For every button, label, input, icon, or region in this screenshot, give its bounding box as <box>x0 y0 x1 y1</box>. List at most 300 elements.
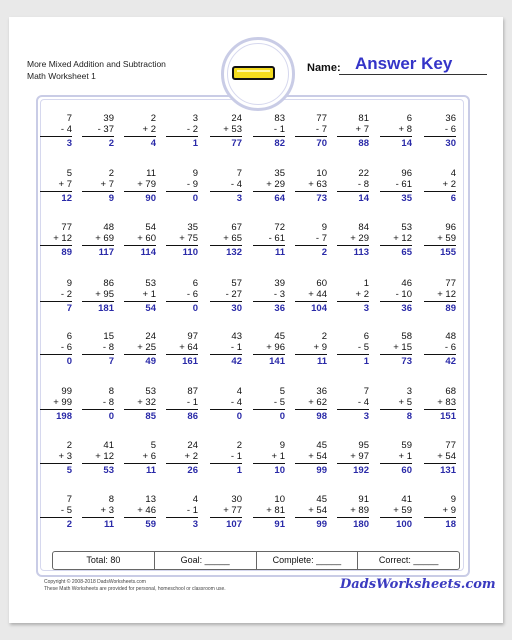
first-operand: 3 <box>192 113 198 124</box>
first-operand: 9 <box>192 168 198 179</box>
problem-rule <box>166 463 198 464</box>
problem-rule <box>166 191 198 192</box>
first-operand: 53 <box>145 278 156 289</box>
problem-rule <box>210 409 242 410</box>
problem-rule <box>380 136 412 137</box>
problem-rule <box>253 245 285 246</box>
problem-r2-c1 <box>40 168 72 204</box>
problem-rule <box>124 301 156 302</box>
first-operand: 86 <box>103 278 114 289</box>
problem-r5-c9 <box>380 331 412 367</box>
second-operand: - 2 <box>186 124 198 135</box>
second-operand: - 4 <box>60 124 72 135</box>
first-operand: 10 <box>316 168 327 179</box>
first-operand: 60 <box>316 278 327 289</box>
answer-value: 82 <box>274 138 285 149</box>
problem-rule <box>337 354 369 355</box>
first-operand: 24 <box>187 440 198 451</box>
first-operand: 5 <box>279 386 285 397</box>
problem-r5-c1 <box>40 331 72 367</box>
first-operand: 7 <box>66 494 72 505</box>
answer-value: 0 <box>236 411 242 422</box>
answer-value: 110 <box>182 247 198 258</box>
name-label: Name: <box>307 62 341 74</box>
second-operand: + 64 <box>179 342 198 353</box>
answer-value: 14 <box>401 138 412 149</box>
problem-rule <box>210 301 242 302</box>
first-operand: 9 <box>321 222 327 233</box>
problem-rule <box>210 354 242 355</box>
answer-value: 11 <box>316 356 327 367</box>
problem-r6-c2 <box>82 386 114 422</box>
second-operand: - 61 <box>395 179 412 190</box>
first-operand: 4 <box>192 494 198 505</box>
problem-r8-c2 <box>82 494 114 530</box>
problem-r1-c9 <box>380 113 412 149</box>
problem-rule <box>124 517 156 518</box>
problem-r1-c7 <box>295 113 327 149</box>
problem-rule <box>210 517 242 518</box>
problem-r1-c10 <box>424 113 456 149</box>
first-operand: 41 <box>401 494 412 505</box>
first-operand: 77 <box>61 222 72 233</box>
problem-rule <box>337 517 369 518</box>
second-operand: + 29 <box>350 233 369 244</box>
problem-rule <box>424 517 456 518</box>
problem-r3-c2 <box>82 222 114 258</box>
first-operand: 4 <box>450 168 456 179</box>
answer-value: 3 <box>236 193 242 204</box>
first-operand: 35 <box>187 222 198 233</box>
answer-value: 180 <box>353 519 369 530</box>
first-operand: 45 <box>274 331 285 342</box>
problem-r3-c5 <box>210 222 242 258</box>
second-operand: + 83 <box>437 397 456 408</box>
answer-value: 35 <box>401 193 412 204</box>
answer-value: 89 <box>61 247 72 258</box>
second-operand: + 97 <box>350 451 369 462</box>
first-operand: 15 <box>103 331 114 342</box>
answer-value: 131 <box>440 465 456 476</box>
first-operand: 46 <box>401 278 412 289</box>
answer-value: 3 <box>363 411 369 422</box>
problem-rule <box>124 245 156 246</box>
problem-r8-c9 <box>380 494 412 530</box>
problem-rule <box>166 409 198 410</box>
problem-r4-c8 <box>337 278 369 314</box>
first-operand: 3 <box>406 386 412 397</box>
answer-value: 0 <box>108 411 114 422</box>
problem-rule <box>253 301 285 302</box>
problem-r2-c5 <box>210 168 242 204</box>
answer-value: 88 <box>358 138 369 149</box>
problem-r8-c3 <box>124 494 156 530</box>
problem-r5-c5 <box>210 331 242 367</box>
answer-value: 42 <box>231 356 242 367</box>
first-operand: 24 <box>231 113 242 124</box>
answer-value: 59 <box>145 519 156 530</box>
answer-value: 107 <box>226 519 242 530</box>
problem-r3-c10 <box>424 222 456 258</box>
second-operand: + 9 <box>313 342 327 353</box>
copyright <box>44 579 226 593</box>
answer-value: 132 <box>226 247 242 258</box>
first-operand: 72 <box>274 222 285 233</box>
problem-r1-c8 <box>337 113 369 149</box>
problem-rule <box>424 301 456 302</box>
problem-r3-c6 <box>253 222 285 258</box>
second-operand: + 12 <box>95 451 114 462</box>
answer-value: 117 <box>98 247 114 258</box>
second-operand: + 7 <box>100 179 114 190</box>
first-operand: 45 <box>316 440 327 451</box>
problem-r1-c6 <box>253 113 285 149</box>
problem-r3-c7 <box>295 222 327 258</box>
problem-rule <box>82 409 114 410</box>
problem-rule <box>295 463 327 464</box>
answer-value: 1 <box>363 356 369 367</box>
answer-value: 0 <box>66 356 72 367</box>
first-operand: 39 <box>274 278 285 289</box>
problem-rule <box>295 517 327 518</box>
answer-value: 155 <box>440 247 456 258</box>
second-operand: + 6 <box>142 451 156 462</box>
problem-r5-c4 <box>166 331 198 367</box>
answer-value: 11 <box>103 519 114 530</box>
problem-rule <box>82 245 114 246</box>
problem-r3-c3 <box>124 222 156 258</box>
second-operand: + 1 <box>271 451 285 462</box>
second-operand: + 65 <box>223 233 242 244</box>
problem-r3-c8 <box>337 222 369 258</box>
problem-rule <box>253 409 285 410</box>
problem-rule <box>40 409 72 410</box>
second-operand: + 32 <box>137 397 156 408</box>
second-operand: + 44 <box>308 289 327 300</box>
first-operand: 13 <box>145 494 156 505</box>
answer-value: 12 <box>61 193 72 204</box>
second-operand: - 6 <box>186 289 198 300</box>
problem-rule <box>82 136 114 137</box>
problem-r8-c5 <box>210 494 242 530</box>
problem-rule <box>424 409 456 410</box>
second-operand: - 5 <box>273 397 285 408</box>
problem-rule <box>424 136 456 137</box>
problem-rule <box>337 409 369 410</box>
second-operand: + 77 <box>223 505 242 516</box>
second-operand: - 6 <box>444 342 456 353</box>
problem-r4-c5 <box>210 278 242 314</box>
problem-r6-c4 <box>166 386 198 422</box>
first-operand: 57 <box>231 278 242 289</box>
first-operand: 7 <box>236 168 242 179</box>
answer-value: 198 <box>56 411 72 422</box>
first-operand: 2 <box>66 440 72 451</box>
problem-rule <box>210 136 242 137</box>
second-operand: - 5 <box>60 505 72 516</box>
second-operand: - 1 <box>186 397 198 408</box>
problem-r2-c7 <box>295 168 327 204</box>
first-operand: 39 <box>103 113 114 124</box>
first-operand: 59 <box>401 440 412 451</box>
problem-r7-c8 <box>337 440 369 476</box>
second-operand: + 1 <box>398 451 412 462</box>
second-operand: - 37 <box>97 124 114 135</box>
answer-value: 3 <box>66 138 72 149</box>
second-operand: - 4 <box>357 397 369 408</box>
second-operand: + 12 <box>437 289 456 300</box>
copyright-line-1: Copyright © 2008-2018 DadsWorksheets.com <box>44 579 146 585</box>
problem-rule <box>82 354 114 355</box>
answer-value: 0 <box>279 411 285 422</box>
second-operand: - 7 <box>315 233 327 244</box>
second-operand: + 75 <box>179 233 198 244</box>
answer-value: 49 <box>145 356 156 367</box>
problem-r8-c1 <box>40 494 72 530</box>
problem-r1-c2 <box>82 113 114 149</box>
answer-value: 70 <box>316 138 327 149</box>
first-operand: 48 <box>103 222 114 233</box>
answer-value: 9 <box>108 193 114 204</box>
second-operand: + 69 <box>95 233 114 244</box>
problem-rule <box>40 191 72 192</box>
problem-r2-c3 <box>124 168 156 204</box>
second-operand: - 27 <box>225 289 242 300</box>
first-operand: 7 <box>363 386 369 397</box>
problem-rule <box>295 191 327 192</box>
problem-r3-c1 <box>40 222 72 258</box>
answer-value: 30 <box>445 138 456 149</box>
first-operand: 53 <box>145 386 156 397</box>
problem-rule <box>166 301 198 302</box>
second-operand: - 10 <box>395 289 412 300</box>
second-operand: + 54 <box>437 451 456 462</box>
second-operand: + 53 <box>223 124 242 135</box>
problem-rule <box>253 517 285 518</box>
first-operand: 87 <box>187 386 198 397</box>
answer-value: 100 <box>396 519 412 530</box>
problem-r6-c7 <box>295 386 327 422</box>
problem-r7-c7 <box>295 440 327 476</box>
answer-value: 0 <box>192 193 198 204</box>
problem-rule <box>124 136 156 137</box>
problem-rule <box>337 191 369 192</box>
problem-r5-c10 <box>424 331 456 367</box>
problem-rule <box>82 191 114 192</box>
problem-r7-c5 <box>210 440 242 476</box>
first-operand: 77 <box>445 278 456 289</box>
problem-rule <box>166 245 198 246</box>
second-operand: + 95 <box>95 289 114 300</box>
problem-r4-c10 <box>424 278 456 314</box>
first-operand: 84 <box>358 222 369 233</box>
first-operand: 5 <box>66 168 72 179</box>
answer-value: 2 <box>66 519 72 530</box>
second-operand: + 54 <box>308 505 327 516</box>
problem-r1-c3 <box>124 113 156 149</box>
problem-r8-c4 <box>166 494 198 530</box>
first-operand: 2 <box>108 168 114 179</box>
problem-rule <box>337 301 369 302</box>
answer-value: 36 <box>401 303 412 314</box>
answer-value: 3 <box>363 303 369 314</box>
answer-value: 64 <box>274 193 285 204</box>
problem-rule <box>40 136 72 137</box>
problem-r5-c2 <box>82 331 114 367</box>
first-operand: 53 <box>401 222 412 233</box>
first-operand: 6 <box>363 331 369 342</box>
second-operand: - 1 <box>273 124 285 135</box>
problem-r5-c7 <box>295 331 327 367</box>
title-line-1: More Mixed Addition and Subtraction <box>27 59 166 69</box>
answer-value: 11 <box>274 247 285 258</box>
problem-rule <box>82 301 114 302</box>
problem-rule <box>82 517 114 518</box>
brand-logo: DadsWorksheets.com <box>340 577 496 592</box>
problem-r6-c8 <box>337 386 369 422</box>
second-operand: + 7 <box>355 124 369 135</box>
second-operand: - 4 <box>230 179 242 190</box>
first-operand: 9 <box>279 440 285 451</box>
answer-value: 10 <box>274 465 285 476</box>
second-operand: + 59 <box>393 505 412 516</box>
first-operand: 4 <box>236 386 242 397</box>
second-operand: + 8 <box>398 124 412 135</box>
complete-field: Complete: _____ <box>256 552 358 569</box>
first-operand: 9 <box>450 494 456 505</box>
first-operand: 95 <box>358 440 369 451</box>
answer-value: 5 <box>66 465 72 476</box>
second-operand: - 1 <box>230 342 242 353</box>
answer-value: 90 <box>145 193 156 204</box>
second-operand: + 2 <box>184 451 198 462</box>
problem-rule <box>295 354 327 355</box>
first-operand: 54 <box>145 222 156 233</box>
answer-value: 11 <box>145 465 156 476</box>
first-operand: 8 <box>108 386 114 397</box>
problem-r2-c10 <box>424 168 456 204</box>
problem-rule <box>253 136 285 137</box>
first-operand: 96 <box>445 222 456 233</box>
first-operand: 99 <box>61 386 72 397</box>
second-operand: - 7 <box>315 124 327 135</box>
second-operand: + 2 <box>355 289 369 300</box>
answer-value: 14 <box>358 193 369 204</box>
first-operand: 35 <box>274 168 285 179</box>
second-operand: - 1 <box>186 505 198 516</box>
problem-r2-c9 <box>380 168 412 204</box>
first-operand: 2 <box>150 113 156 124</box>
answer-value: 30 <box>231 303 242 314</box>
problem-r7-c4 <box>166 440 198 476</box>
first-operand: 36 <box>316 386 327 397</box>
answer-value: 89 <box>445 303 456 314</box>
problem-rule <box>380 301 412 302</box>
second-operand: - 1 <box>230 451 242 462</box>
answer-value: 161 <box>182 356 198 367</box>
first-operand: 6 <box>66 331 72 342</box>
problem-r4-c6 <box>253 278 285 314</box>
second-operand: + 5 <box>398 397 412 408</box>
second-operand: + 9 <box>442 505 456 516</box>
problem-r2-c6 <box>253 168 285 204</box>
problem-r7-c10 <box>424 440 456 476</box>
answer-value: 1 <box>236 465 242 476</box>
answer-value: 181 <box>98 303 114 314</box>
problem-rule <box>40 517 72 518</box>
second-operand: + 46 <box>137 505 156 516</box>
second-operand: + 3 <box>100 505 114 516</box>
answer-value: 114 <box>140 247 156 258</box>
second-operand: + 29 <box>266 179 285 190</box>
problem-r4-c9 <box>380 278 412 314</box>
title-line-2: Math Worksheet 1 <box>27 71 96 81</box>
answer-value: 18 <box>445 519 456 530</box>
answer-value: 141 <box>269 356 285 367</box>
problem-rule <box>380 517 412 518</box>
first-operand: 8 <box>108 494 114 505</box>
second-operand: + 62 <box>308 397 327 408</box>
problem-rule <box>210 191 242 192</box>
problem-rule <box>40 245 72 246</box>
problem-r6-c6 <box>253 386 285 422</box>
answer-value: 77 <box>231 138 242 149</box>
problem-rule <box>40 463 72 464</box>
answer-value: 99 <box>316 465 327 476</box>
score-bar <box>52 551 460 570</box>
problem-r7-c9 <box>380 440 412 476</box>
first-operand: 91 <box>358 494 369 505</box>
second-operand: - 6 <box>60 342 72 353</box>
answer-value: 3 <box>192 519 198 530</box>
second-operand: + 96 <box>266 342 285 353</box>
problem-rule <box>424 245 456 246</box>
problem-rule <box>253 354 285 355</box>
answer-value: 7 <box>108 356 114 367</box>
problem-r5-c8 <box>337 331 369 367</box>
problem-r4-c7 <box>295 278 327 314</box>
problem-r2-c8 <box>337 168 369 204</box>
answer-value: 73 <box>316 193 327 204</box>
answer-value: 8 <box>406 411 412 422</box>
answer-value: 151 <box>440 411 456 422</box>
answer-value: 1 <box>192 138 198 149</box>
problem-rule <box>424 191 456 192</box>
problem-rule <box>166 354 198 355</box>
second-operand: + 79 <box>137 179 156 190</box>
second-operand: - 61 <box>268 233 285 244</box>
problem-r3-c4 <box>166 222 198 258</box>
problem-rule <box>337 463 369 464</box>
second-operand: + 54 <box>308 451 327 462</box>
problem-r6-c9 <box>380 386 412 422</box>
problem-r7-c2 <box>82 440 114 476</box>
second-operand: + 59 <box>437 233 456 244</box>
answer-value: 86 <box>187 411 198 422</box>
second-operand: - 9 <box>186 179 198 190</box>
second-operand: + 3 <box>58 451 72 462</box>
problem-r8-c8 <box>337 494 369 530</box>
first-operand: 5 <box>150 440 156 451</box>
answer-value: 104 <box>311 303 327 314</box>
first-operand: 41 <box>103 440 114 451</box>
first-operand: 97 <box>187 331 198 342</box>
problem-r4-c2 <box>82 278 114 314</box>
first-operand: 77 <box>316 113 327 124</box>
second-operand: - 8 <box>102 397 114 408</box>
correct-field: Correct: _____ <box>357 552 459 569</box>
answer-value: 6 <box>450 193 456 204</box>
